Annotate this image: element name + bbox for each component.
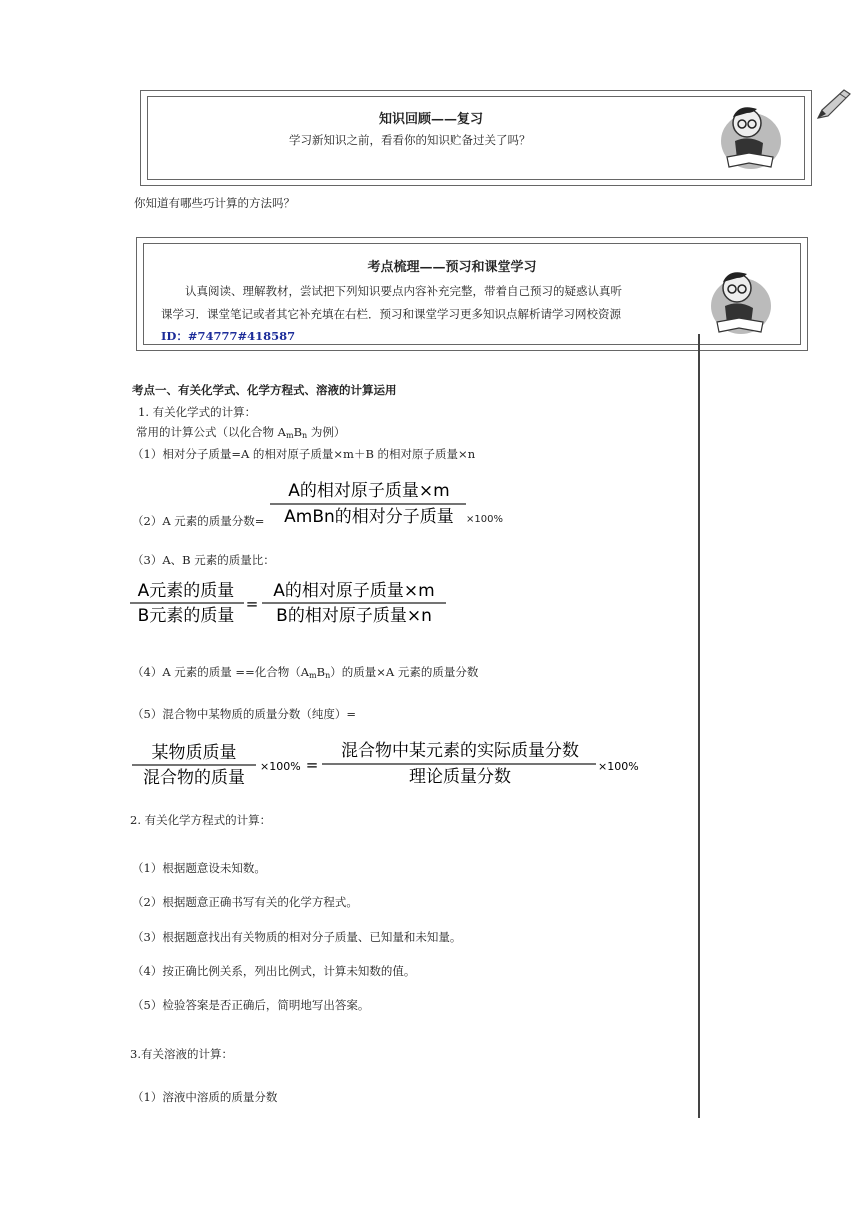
study-box-para-line2: 课学习．课堂笔记或者其它补充填在右栏．预习和课堂学习更多知识点解析请学习网校资源 — [161, 307, 621, 321]
student-reading-icon-2 — [703, 262, 775, 338]
study-box-para-line1: 认真阅读、理解教材，尝试把下列知识要点内容补充完整，带着自己预习的疑惑认真听 — [185, 284, 622, 298]
pen-icon — [814, 86, 854, 122]
formula-3-right-den: B的相对原子质量×n — [276, 606, 432, 626]
formula-3-left-num: A元素的质量 — [137, 581, 235, 601]
review-box-title: 知识回顾——复习 — [378, 112, 483, 127]
question-text: 你知道有哪些巧计算的方法吗？ — [134, 196, 295, 210]
item-chemical-equation: 2. 有关化学方程式的计算： — [130, 813, 272, 827]
section-heading: 考点一、有关化学式、化学方程式、溶液的计算运用 — [132, 383, 397, 397]
formula-3-right-num: A的相对原子质量×m — [273, 581, 435, 601]
formula-2-numerator: A的相对原子质量×m — [288, 481, 450, 501]
formula-5-label: （5）混合物中某物质的质量分数（纯度）= — [132, 707, 356, 721]
formula-3-label: （3）A、B 元素的质量比： — [132, 553, 275, 567]
step-2: （2）根据题意正确书写有关的化学方程式。 — [132, 895, 358, 909]
notes-column-divider — [698, 334, 700, 1118]
item-solution-calculation: 3.有关溶液的计算： — [130, 1047, 233, 1061]
formula-1: （1）相对分子质量=A 的相对原子质量×m＋B 的相对原子质量×n — [132, 447, 476, 461]
formula-5-pct2: ×100% — [598, 760, 639, 773]
step-3: （3）根据题意找出有关物质的相对分子质量、已知量和未知量。 — [132, 930, 462, 944]
formula-3-equals: = — [245, 595, 259, 613]
formula-5-right-den: 理论质量分数 — [409, 767, 511, 787]
formula-5-equation — [128, 738, 648, 790]
resource-id-link[interactable]: ID：#74777#418587 — [161, 329, 296, 343]
formula-5-left-num: 某物质质量 — [151, 743, 237, 763]
study-box-title: 考点梳理——预习和课堂学习 — [367, 260, 537, 275]
step-1: （1）根据题意设未知数。 — [132, 861, 266, 875]
review-box — [140, 90, 812, 186]
item-solute-mass-fraction: （1）溶液中溶质的质量分数 — [132, 1090, 278, 1104]
formula-2-label: （2）A 元素的质量分数= — [132, 514, 265, 528]
formula-4: （4）A 元素的质量 ==化合物$(A_mB_n)$的质量×A 元素的质量分数 — [132, 665, 479, 680]
step-4: （4）按正确比例关系，列出比例式，计算未知数的值。 — [132, 964, 416, 978]
formula-2-percent: ×100% — [466, 514, 503, 525]
formula-intro: 常用的计算公式（以化合物 $A_mB_n$ 为例） — [136, 425, 346, 440]
formula-3-left-den: B元素的质量 — [137, 606, 235, 626]
study-box — [136, 237, 808, 351]
formula-3-equation — [128, 578, 458, 630]
formula-5-pct1: ×100% — [260, 760, 301, 773]
formula-2-fraction — [266, 476, 472, 530]
formula-2-denominator: AmBn的相对分子质量 — [284, 507, 454, 527]
student-reading-icon — [713, 97, 785, 173]
formula-5-equals: = — [305, 756, 319, 774]
formula-5-right-num: 混合物中某元素的实际质量分数 — [341, 741, 579, 761]
review-box-text: 学习新知识之前，看看你的知识贮备过关了吗？ — [289, 133, 531, 147]
item-chemical-formula: 1. 有关化学式的计算： — [138, 405, 257, 419]
step-5: （5）检验答案是否正确后，简明地写出答案。 — [132, 998, 370, 1012]
formula-5-left-den: 混合物的质量 — [143, 768, 245, 788]
